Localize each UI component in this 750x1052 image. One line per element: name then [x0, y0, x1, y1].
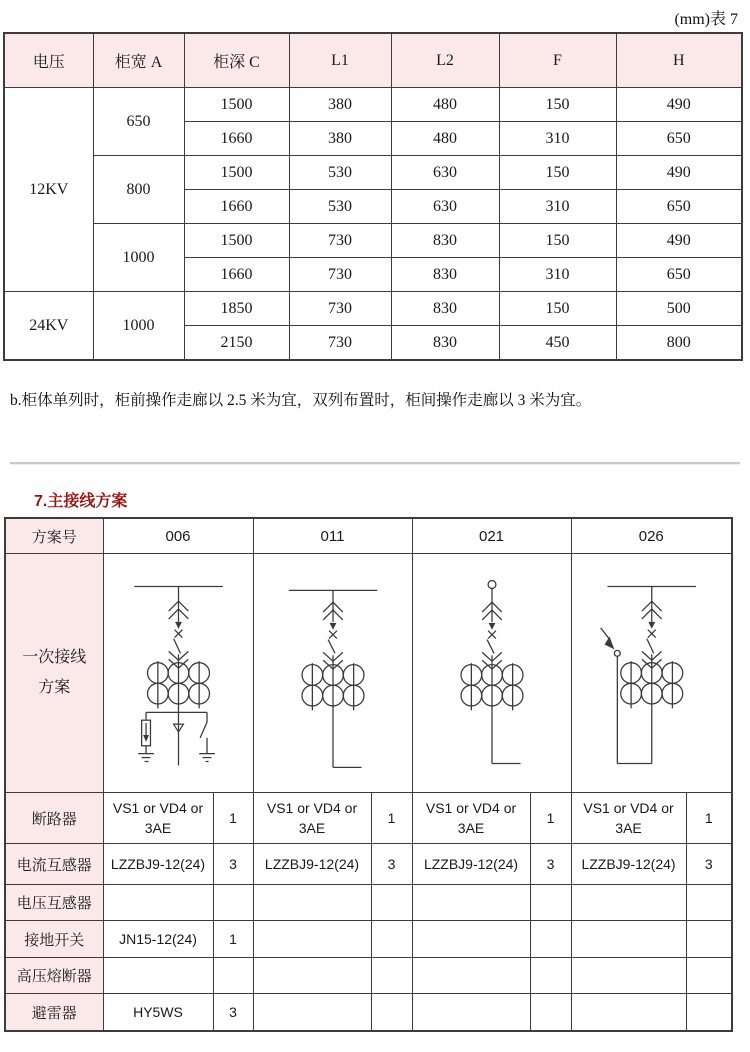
- table-row: [4, 88, 742, 122]
- component-qty: [686, 885, 732, 921]
- l2-cell: 480: [391, 122, 499, 156]
- f-cell: 150: [499, 292, 616, 326]
- l1-cell: 530: [289, 156, 391, 190]
- h-cell: 490: [616, 156, 742, 190]
- scheme-header-row: [5, 518, 732, 554]
- component-qty: [686, 921, 732, 958]
- component-model: [412, 921, 530, 958]
- f-cell: 310: [499, 190, 616, 224]
- component-model: LZZBJ9-12(24): [103, 844, 213, 885]
- dimension-table-header-row: [4, 33, 742, 88]
- single-line-diagram-006: [104, 555, 253, 791]
- component-model: [103, 958, 213, 994]
- component-qty: [530, 958, 571, 994]
- component-qty: 1: [530, 793, 571, 844]
- component-model: HY5WS: [103, 994, 213, 1032]
- current-transformers: [620, 654, 682, 763]
- depth-cell: 1660: [184, 258, 289, 292]
- h-cell: 650: [616, 122, 742, 156]
- f-cell: 150: [499, 224, 616, 258]
- l1-cell: 380: [289, 122, 391, 156]
- single-line-diagram-011: [254, 555, 412, 791]
- table-row: [4, 224, 742, 258]
- component-row-earthing-switch: [5, 921, 732, 958]
- surge-arrester-symbol: [141, 712, 150, 753]
- component-model: VS1 or VD4 or 3AE: [253, 793, 371, 844]
- component-model: [571, 885, 686, 921]
- isolating-contacts-upper: [482, 588, 502, 629]
- component-label: 断路器: [5, 793, 103, 844]
- component-qty: [686, 958, 732, 994]
- component-row-hv-fuse: [5, 958, 732, 994]
- scheme-number-026: 026: [571, 518, 732, 554]
- current-transformers: [302, 655, 364, 767]
- diagram-cell-006: [103, 554, 253, 793]
- component-qty: 3: [686, 844, 732, 885]
- component-qty: [213, 885, 253, 921]
- scheme-table: [4, 517, 733, 1032]
- depth-cell: 1500: [184, 88, 289, 122]
- ground-symbol-right: [199, 754, 215, 762]
- f-cell: 450: [499, 326, 616, 361]
- component-model: [412, 994, 530, 1032]
- component-qty: [371, 921, 412, 958]
- component-model: VS1 or VD4 or 3AE: [412, 793, 530, 844]
- width-cell: 1000: [93, 224, 184, 292]
- l2-cell: 830: [391, 258, 499, 292]
- l1-cell: 730: [289, 258, 391, 292]
- diagram-cell-011: [253, 554, 412, 793]
- component-qty: [213, 958, 253, 994]
- component-model: LZZBJ9-12(24): [253, 844, 371, 885]
- header-l2: L2: [391, 33, 499, 88]
- component-qty: [530, 885, 571, 921]
- section-divider: [10, 462, 740, 465]
- l2-cell: 630: [391, 190, 499, 224]
- single-line-diagram-026: [572, 555, 732, 791]
- component-qty: 1: [213, 921, 253, 958]
- scheme-number-021: 021: [412, 518, 571, 554]
- component-model: [253, 994, 371, 1032]
- diagram-cell-026: [571, 554, 732, 793]
- h-cell: 500: [616, 292, 742, 326]
- circuit-breaker-symbol: [328, 631, 337, 654]
- note-text: b.柜体单列时，柜前操作走廊以 2.5 米为宜，双列布置时，柜间操作走廊以 3 米为宜。: [10, 392, 592, 409]
- width-cell: 1000: [93, 292, 184, 361]
- l1-cell: 730: [289, 326, 391, 361]
- width-cell: 650: [93, 88, 184, 156]
- h-cell: 490: [616, 88, 742, 122]
- h-cell: 650: [616, 190, 742, 224]
- component-label: 避雷器: [5, 994, 103, 1032]
- h-cell: 490: [616, 224, 742, 258]
- component-qty: [530, 994, 571, 1032]
- isolating-contacts-upper: [641, 586, 661, 628]
- l1-cell: 730: [289, 292, 391, 326]
- component-model: [571, 958, 686, 994]
- component-qty: 3: [213, 844, 253, 885]
- component-model: JN15-12(24): [103, 921, 213, 958]
- voltage-cell: 24KV: [4, 292, 93, 361]
- l2-cell: 830: [391, 292, 499, 326]
- component-model: VS1 or VD4 or 3AE: [571, 793, 686, 844]
- component-label: 电流互感器: [5, 844, 103, 885]
- component-model: [571, 994, 686, 1032]
- component-model: [571, 921, 686, 958]
- component-label: 电压互感器: [5, 885, 103, 921]
- width-cell: 800: [93, 156, 184, 224]
- header-l1: L1: [289, 33, 391, 88]
- depth-cell: 1500: [184, 156, 289, 190]
- component-row-surge-arrester: [5, 994, 732, 1032]
- h-cell: 800: [616, 326, 742, 361]
- isolating-contacts-upper: [323, 590, 343, 629]
- header-h: H: [616, 33, 742, 88]
- component-model: [253, 921, 371, 958]
- depth-cell: 1660: [184, 122, 289, 156]
- component-qty: [371, 994, 412, 1032]
- cable-head: [488, 581, 496, 589]
- header-f: F: [499, 33, 616, 88]
- component-qty: [686, 994, 732, 1032]
- scheme-number-006: 006: [103, 518, 253, 554]
- component-model: [103, 885, 213, 921]
- component-model: [253, 958, 371, 994]
- component-qty: 3: [530, 844, 571, 885]
- header-cabinet-depth: 柜深 C: [184, 33, 289, 88]
- component-qty: 1: [213, 793, 253, 844]
- dimension-table: [3, 32, 743, 361]
- component-row-breaker: [5, 793, 732, 844]
- component-qty: [530, 921, 571, 958]
- l1-cell: 730: [289, 224, 391, 258]
- component-qty: 3: [213, 994, 253, 1032]
- isolating-contacts-upper: [168, 586, 188, 628]
- voltage-cell: 12KV: [4, 88, 93, 292]
- table-row: [4, 156, 742, 190]
- component-qty: [371, 958, 412, 994]
- table-row: [4, 292, 742, 326]
- depth-cell: 2150: [184, 326, 289, 361]
- cable-plug-loop: [600, 628, 651, 764]
- l2-cell: 630: [391, 156, 499, 190]
- diagram-row: [5, 554, 732, 793]
- f-cell: 150: [499, 88, 616, 122]
- header-voltage: 电压: [4, 33, 93, 88]
- header-cabinet-width: 柜宽 A: [93, 33, 184, 88]
- component-model: [412, 885, 530, 921]
- component-model: [253, 885, 371, 921]
- earthing-switch-symbol: [200, 712, 207, 753]
- table-caption: (mm)表 7: [674, 11, 738, 28]
- h-cell: 650: [616, 258, 742, 292]
- current-transformers: [147, 654, 209, 765]
- component-row-voltage-transformer: [5, 885, 732, 921]
- f-cell: 310: [499, 258, 616, 292]
- l1-cell: 530: [289, 190, 391, 224]
- depth-cell: 1660: [184, 190, 289, 224]
- l2-cell: 830: [391, 326, 499, 361]
- component-model: LZZBJ9-12(24): [412, 844, 530, 885]
- scheme-number-011: 011: [253, 518, 412, 554]
- ground-symbol-left: [138, 754, 154, 762]
- l1-cell: 380: [289, 88, 391, 122]
- diagram-cell-021: [412, 554, 571, 793]
- component-label: 高压熔断器: [5, 958, 103, 994]
- component-qty: 3: [371, 844, 412, 885]
- l2-cell: 480: [391, 88, 499, 122]
- component-row-current-transformer: [5, 844, 732, 885]
- circuit-breaker-symbol: [173, 630, 182, 654]
- f-cell: 310: [499, 122, 616, 156]
- circuit-breaker-symbol: [646, 630, 655, 654]
- component-model: VS1 or VD4 or 3AE: [103, 793, 213, 844]
- circuit-breaker-symbol: [487, 631, 496, 654]
- component-model: LZZBJ9-12(24): [571, 844, 686, 885]
- scheme-corner-label: 方案号: [5, 518, 103, 554]
- depth-cell: 1850: [184, 292, 289, 326]
- current-transformers: [461, 655, 523, 763]
- l2-cell: 830: [391, 224, 499, 258]
- single-line-diagram-021: [413, 555, 571, 791]
- f-cell: 150: [499, 156, 616, 190]
- component-model: [412, 958, 530, 994]
- component-label: 接地开关: [5, 921, 103, 958]
- component-qty: [371, 885, 412, 921]
- component-qty: 1: [686, 793, 732, 844]
- depth-cell: 1500: [184, 224, 289, 258]
- component-qty: 1: [371, 793, 412, 844]
- diagram-row-label: 一次接线方案: [5, 554, 103, 793]
- section-title: 7.主接线方案: [34, 493, 128, 510]
